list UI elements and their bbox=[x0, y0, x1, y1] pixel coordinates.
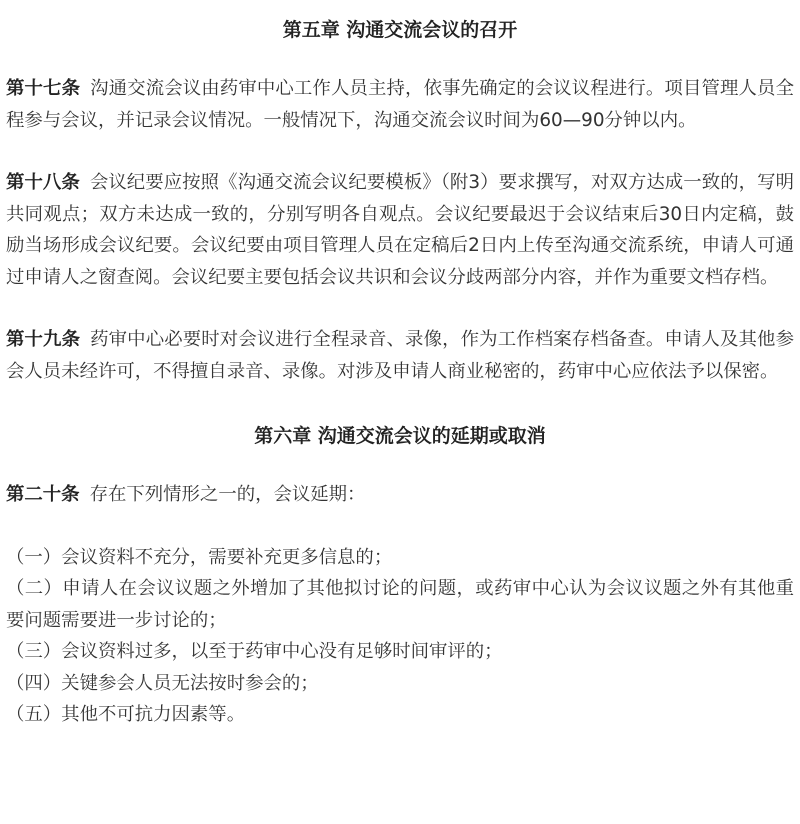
list-item: （二）申请人在会议议题之外增加了其他拟讨论的问题，或药审中心认为会议议题之外有其他重要问题需要进一步讨论的； bbox=[6, 578, 794, 631]
article-18 bbox=[6, 167, 794, 293]
list-item: （一）会议资料不充分，需要补充更多信息的； bbox=[6, 546, 393, 568]
article-20-text: 存在下列情形之一的，会议延期： bbox=[89, 484, 366, 505]
article-19-number: 第十九条 bbox=[6, 329, 81, 350]
article-17-text: 沟通交流会议由药审中心工作人员主持，依事先确定的会议议程进行。项目管理人员全程参与会议，并记录会议情况。一般情况下，沟通交流会议时间为60—90分钟以内。 bbox=[6, 78, 794, 131]
article-18-text: 会议纪要应按照《沟通交流会议纪要模板》（附3）要求撰写，对双方达成一致的，写明共同观点；双方未达成一致的，分别写明各自观点。会议纪要最迟于会议结束后30日内定稿，鼓励当场形成会议纪要。会议纪要由项目管理人员在定稿后2日内上传至沟通交流系统，申请人可通过申请人之窗查阅。会议纪要主要包括会议共识和会议分歧两部分内容，并作为重要文档存档。 bbox=[6, 172, 794, 288]
list-item: （五）其他不可抗力因素等。 bbox=[6, 704, 246, 725]
chapter-6-title: 第六章 沟通交流会议的延期或取消 bbox=[254, 425, 546, 447]
article-17 bbox=[6, 73, 794, 136]
article-20-number: 第二十条 bbox=[6, 484, 80, 505]
list-item: （三）会议资料过多，以至于药审中心没有足够时间审评的； bbox=[6, 641, 503, 662]
article-17-number: 第十七条 bbox=[6, 78, 81, 99]
article-19-text: 药审中心必要时对会议进行全程录音、录像，作为工作档案存档备查。申请人及其他参会人员未经许可，不得擅自录音、录像。对涉及申请人商业秘密的，药审中心应依法予以保密。 bbox=[6, 329, 794, 382]
article-19 bbox=[6, 324, 794, 387]
article-18-number: 第十八条 bbox=[6, 172, 80, 193]
article-20-items bbox=[6, 542, 794, 731]
article-20 bbox=[6, 479, 794, 511]
list-item: （四）关键参会人员无法按时参会的； bbox=[6, 672, 319, 694]
chapter-5-title: 第五章 沟通交流会议的召开 bbox=[282, 19, 518, 41]
